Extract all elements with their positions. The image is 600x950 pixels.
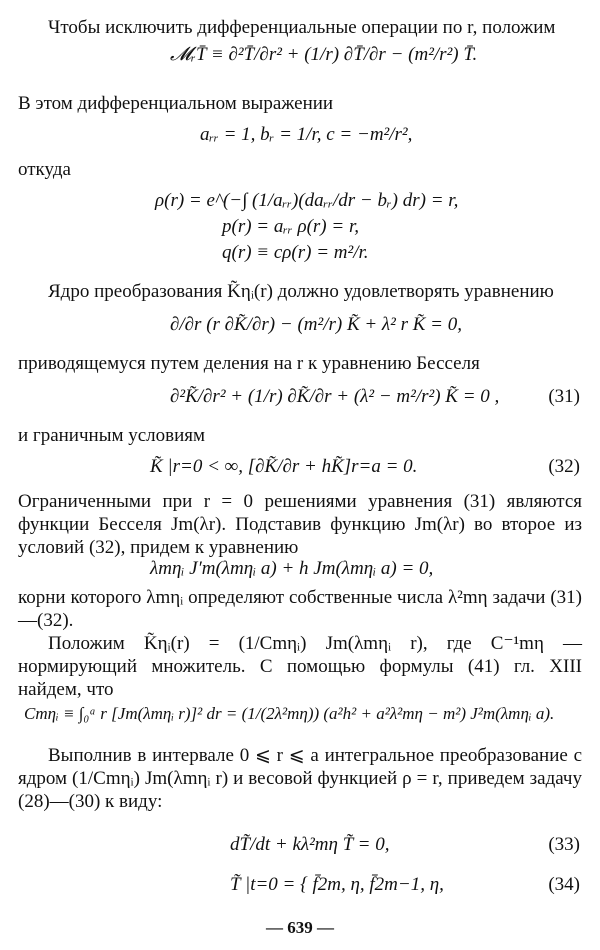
text-paragraph-10: Выполнив в интервале 0 ⩽ r ⩽ a интегральное преобразование с ядром (1/Cmηᵢ) Jm(λmηᵢ r) и весовой функцией ρ = r, приведем задачу (28)—(30) к виду: <box>18 745 582 812</box>
equation-11: dT̃/dt + kλ²mη T̃ = 0, <box>230 834 390 855</box>
text-line-2: В этом дифференциальном выражении <box>18 93 334 114</box>
text-paragraph-8: корни которого λmηᵢ определяют собственные числа λ²mη задачи (31)—(32). <box>18 587 582 631</box>
text-line-5: приводящемуся путем деления на r к уравнению Бесселя <box>18 353 480 374</box>
equation-6: ∂/∂r (r ∂K̃/∂r) − (m²/r) K̃ + λ² r K̃ = 0, <box>170 314 462 335</box>
equation-number-34: (34) <box>548 874 580 895</box>
equation-12: T̃ |t=0 = { f̄2m, η, f̄2m−1, η, <box>230 874 444 895</box>
text-line-4: Ядро преобразования K̃ηᵢ(r) должно удовлетворять уравнению <box>48 281 554 302</box>
equation-4: p(r) = aᵣᵣ ρ(r) = r, <box>222 216 359 237</box>
equation-2: aᵣᵣ = 1, bᵣ = 1/r, c = −m²/r², <box>200 124 413 145</box>
text-paragraph-9: Положим K̃ηᵢ(r) = (1/Cmηᵢ) Jm(λmηᵢ r), где C⁻¹mη — нормирующий множитель. С помощью формулы (41) гл. XIII найдем, что <box>18 633 582 700</box>
equation-10: Cmηᵢ ≡ ∫₀ᵃ r [Jm(λmηᵢ r)]² dr = (1/(2λ²mη)) (a²h² + a²λ²mη − m²) J²m(λmηᵢ a). <box>24 704 555 723</box>
equation-5: q(r) ≡ cρ(r) = m²/r. <box>222 242 369 263</box>
equation-3: ρ(r) = e^(−∫ (1/aᵣᵣ)(daᵣᵣ/dr − bᵣ) dr) = r, <box>155 190 459 211</box>
equation-number-32: (32) <box>548 456 580 477</box>
equation-8: K̃ |r=0 < ∞, [∂K̃/∂r + hK̃]r=a = 0. <box>150 456 418 477</box>
equation-9: λmηᵢ J′m(λmηᵢ a) + h Jm(λmηᵢ a) = 0, <box>150 558 434 579</box>
text-line-3: откуда <box>18 159 71 180</box>
text-paragraph-7: Ограниченными при r = 0 решениями уравнения (31) являются функции Бесселя Jm(λr). Подставив функцию Jm(λr) во второе из условий (32), придем к уравнению <box>18 491 582 558</box>
equation-number-31: (31) <box>548 386 580 407</box>
page-number: — 639 — <box>266 918 334 937</box>
equation-number-33: (33) <box>548 834 580 855</box>
text-line-1: Чтобы исключить дифференциальные операции по r, положим <box>48 17 556 38</box>
equation-7: ∂²K̃/∂r² + (1/r) ∂K̃/∂r + (λ² − m²/r²) K̃ = 0 , <box>170 386 500 407</box>
text-line-6: и граничным условиям <box>18 425 206 446</box>
equation-1: 𝓜ᵣT̄ ≡ ∂²T̄/∂r² + (1/r) ∂T̄/∂r − (m²/r²) T̄. <box>170 44 478 65</box>
